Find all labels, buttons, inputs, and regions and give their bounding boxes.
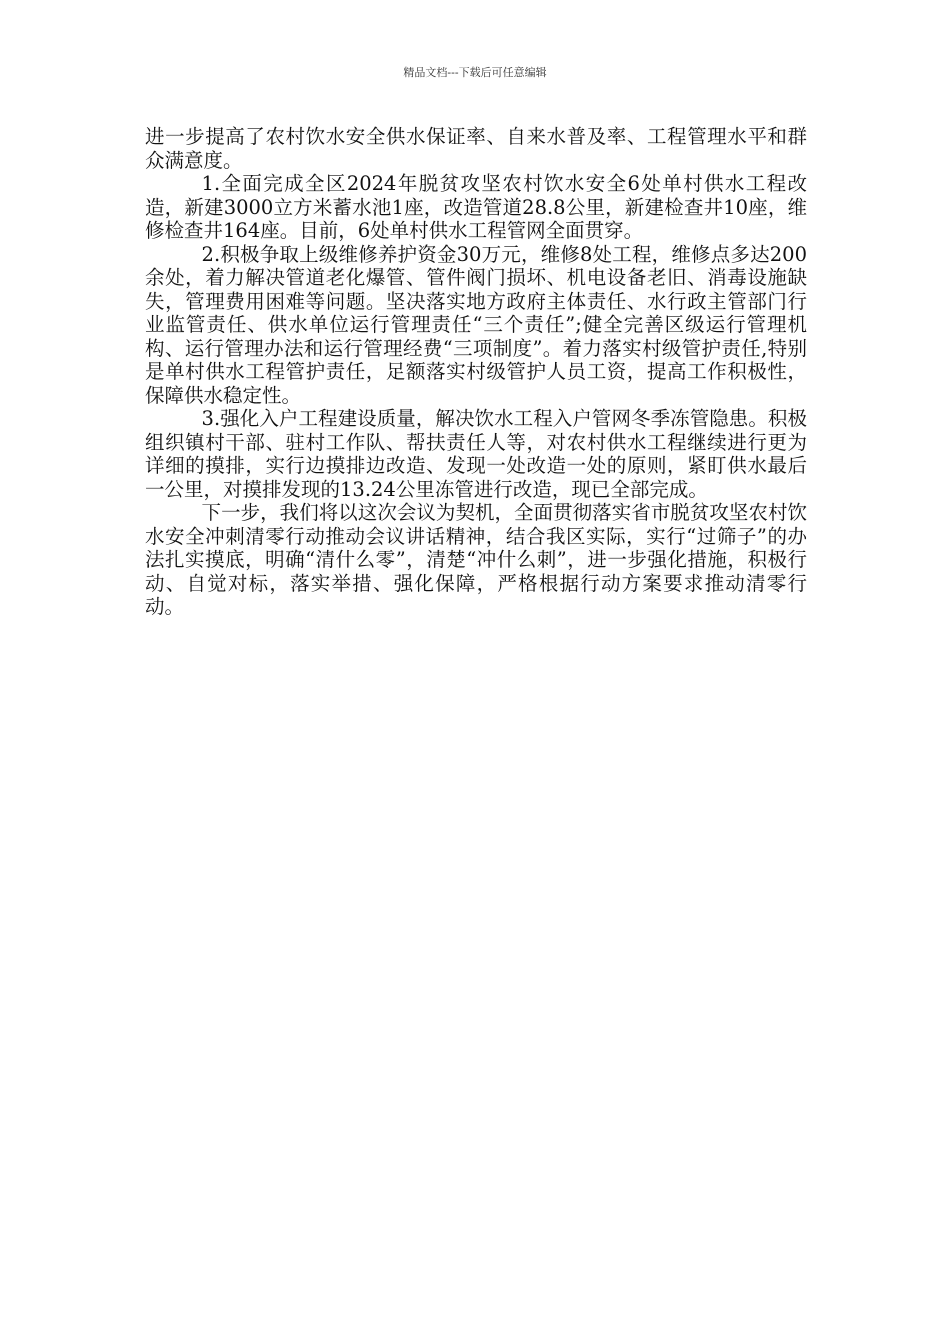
- paragraph-item-2: 2.积极争取上级维修养护资金30万元，维修8处工程，维修点多达200余处，着力解决管道老化爆管、管件阀门损坏、机电设备老旧、消毒设施缺失，管理费用困难等问题。坚决落实地方政府主体责任、水行政主管部门行业监管责任、供水单位运行管理责任“三个责任”;健全完善区级运行管理机构、运行管理办法和运行管理经费“三项制度”。着力落实村级管护责任,特别是单村供水工程管护责任，足额落实村级管护人员工资，提高工作积极性，保障供水稳定性。: [145, 242, 807, 407]
- paragraph-item-1: 1.全面完成全区2024年脱贫攻坚农村饮水安全6处单村供水工程改造，新建3000立方米蓄水池1座，改造管道28.8公里，新建检查井10座，维修检查井164座。目前，6处单村供水工程管网全面贯穿。: [145, 172, 807, 242]
- paragraph-next-step: 下一步，我们将以这次会议为契机，全面贯彻落实省市脱贫攻坚农村饮水安全冲刺清零行动推动会议讲话精神，结合我区实际，实行“过筛子”的办法扎实摸底，明确“清什么零”，清楚“冲什么刺”，进一步强化措施，积极行动、自觉对标，落实举措、强化保障，严格根据行动方案要求推动清零行动。: [145, 501, 807, 618]
- paragraph-item-3: 3.强化入户工程建设质量，解决饮水工程入户管网冬季冻管隐患。积极组织镇村干部、驻村工作队、帮扶责任人等，对农村供水工程继续进行更为详细的摸排，实行边摸排边改造、发现一处改造一处的原则，紧盯供水最后一公里，对摸排发现的13.24公里冻管进行改造，现已全部完成。: [145, 407, 807, 501]
- document-body: [145, 125, 807, 619]
- paragraph-continuation: 进一步提高了农村饮水安全供水保证率、自来水普及率、工程管理水平和群众满意度。: [145, 125, 807, 172]
- page-header: 精品文档---下载后可任意编辑: [403, 66, 547, 79]
